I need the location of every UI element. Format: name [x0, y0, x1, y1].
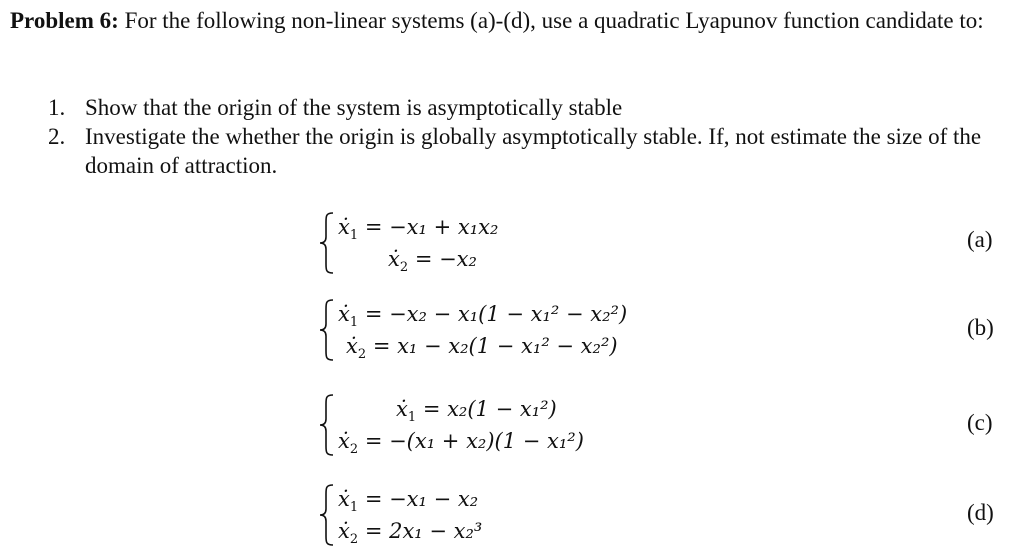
equation-lhs-subscript: 1: [349, 315, 359, 331]
equation-lhs: ẋ: [338, 302, 350, 326]
equation-row: [396, 394, 557, 424]
equation-label-a: (a): [967, 227, 993, 252]
equation-rhs: = −x₁ − x₂: [364, 487, 479, 511]
task-item: [48, 93, 1000, 122]
equation-label-b: (b): [967, 315, 994, 340]
equation-rhs: = −(x₁ + x₂)(1 − x₁²): [364, 429, 584, 453]
equation-row: [346, 331, 618, 361]
left-brace-icon: [318, 482, 336, 548]
task-text: Show that the origin of the system is asymptotically stable: [85, 95, 623, 120]
problem-statement: [10, 6, 1000, 35]
problem-heading: Problem 6:: [10, 8, 119, 33]
equation-row: [338, 212, 498, 242]
equation-label-d: (d): [967, 500, 994, 525]
equation-lhs-subscript: 2: [349, 442, 359, 458]
equation-lhs: ẋ: [338, 519, 350, 543]
equation-lhs-subscript: 1: [349, 500, 359, 516]
equation-row: [338, 299, 627, 329]
left-brace-icon: [318, 210, 336, 276]
equation-rhs: = −x₂ − x₁(1 − x₁² − x₂²): [364, 302, 628, 326]
equation-label-c: (c): [967, 410, 993, 435]
left-brace-icon: [318, 297, 336, 363]
equation-lhs-subscript: 1: [407, 410, 417, 426]
equation-row: [338, 516, 482, 546]
equation-rhs: = x₁ − x₂(1 − x₁² − x₂²): [372, 334, 618, 358]
equation-rhs: = x₂(1 − x₁²): [422, 397, 557, 421]
equation-row: [338, 484, 478, 514]
equation-lhs: ẋ: [338, 487, 350, 511]
equation-lhs-subscript: 2: [349, 532, 359, 548]
equation-rhs: = 2x₁ − x₂³: [364, 519, 483, 543]
equation-lhs: ẋ: [388, 247, 400, 271]
task-number: 1.: [48, 95, 66, 120]
equation-row: [388, 244, 477, 274]
left-brace-icon: [318, 392, 336, 458]
task-text: Investigate the whether the origin is globally asymptotically stable. If, not estimate the size of the domain of attraction.: [85, 124, 982, 178]
equation-lhs-subscript: 2: [399, 260, 409, 276]
equation-rhs: = −x₁ + x₁x₂: [364, 215, 499, 239]
equation-lhs: ẋ: [338, 429, 350, 453]
problem-text: For the following non-linear systems (a)-(d), use a quadratic Lyapunov function candidate to:: [124, 8, 984, 33]
task-list: [48, 93, 1000, 180]
task-number: 2.: [48, 124, 66, 149]
equation-lhs-subscript: 1: [349, 228, 359, 244]
equation-row: [338, 426, 584, 456]
equation-lhs-subscript: 2: [357, 347, 367, 363]
equation-lhs: ẋ: [338, 215, 350, 239]
task-item: [48, 122, 1000, 180]
equation-rhs: = −x₂: [414, 247, 477, 271]
equation-lhs: ẋ: [396, 397, 408, 421]
equation-lhs: ẋ: [346, 334, 358, 358]
